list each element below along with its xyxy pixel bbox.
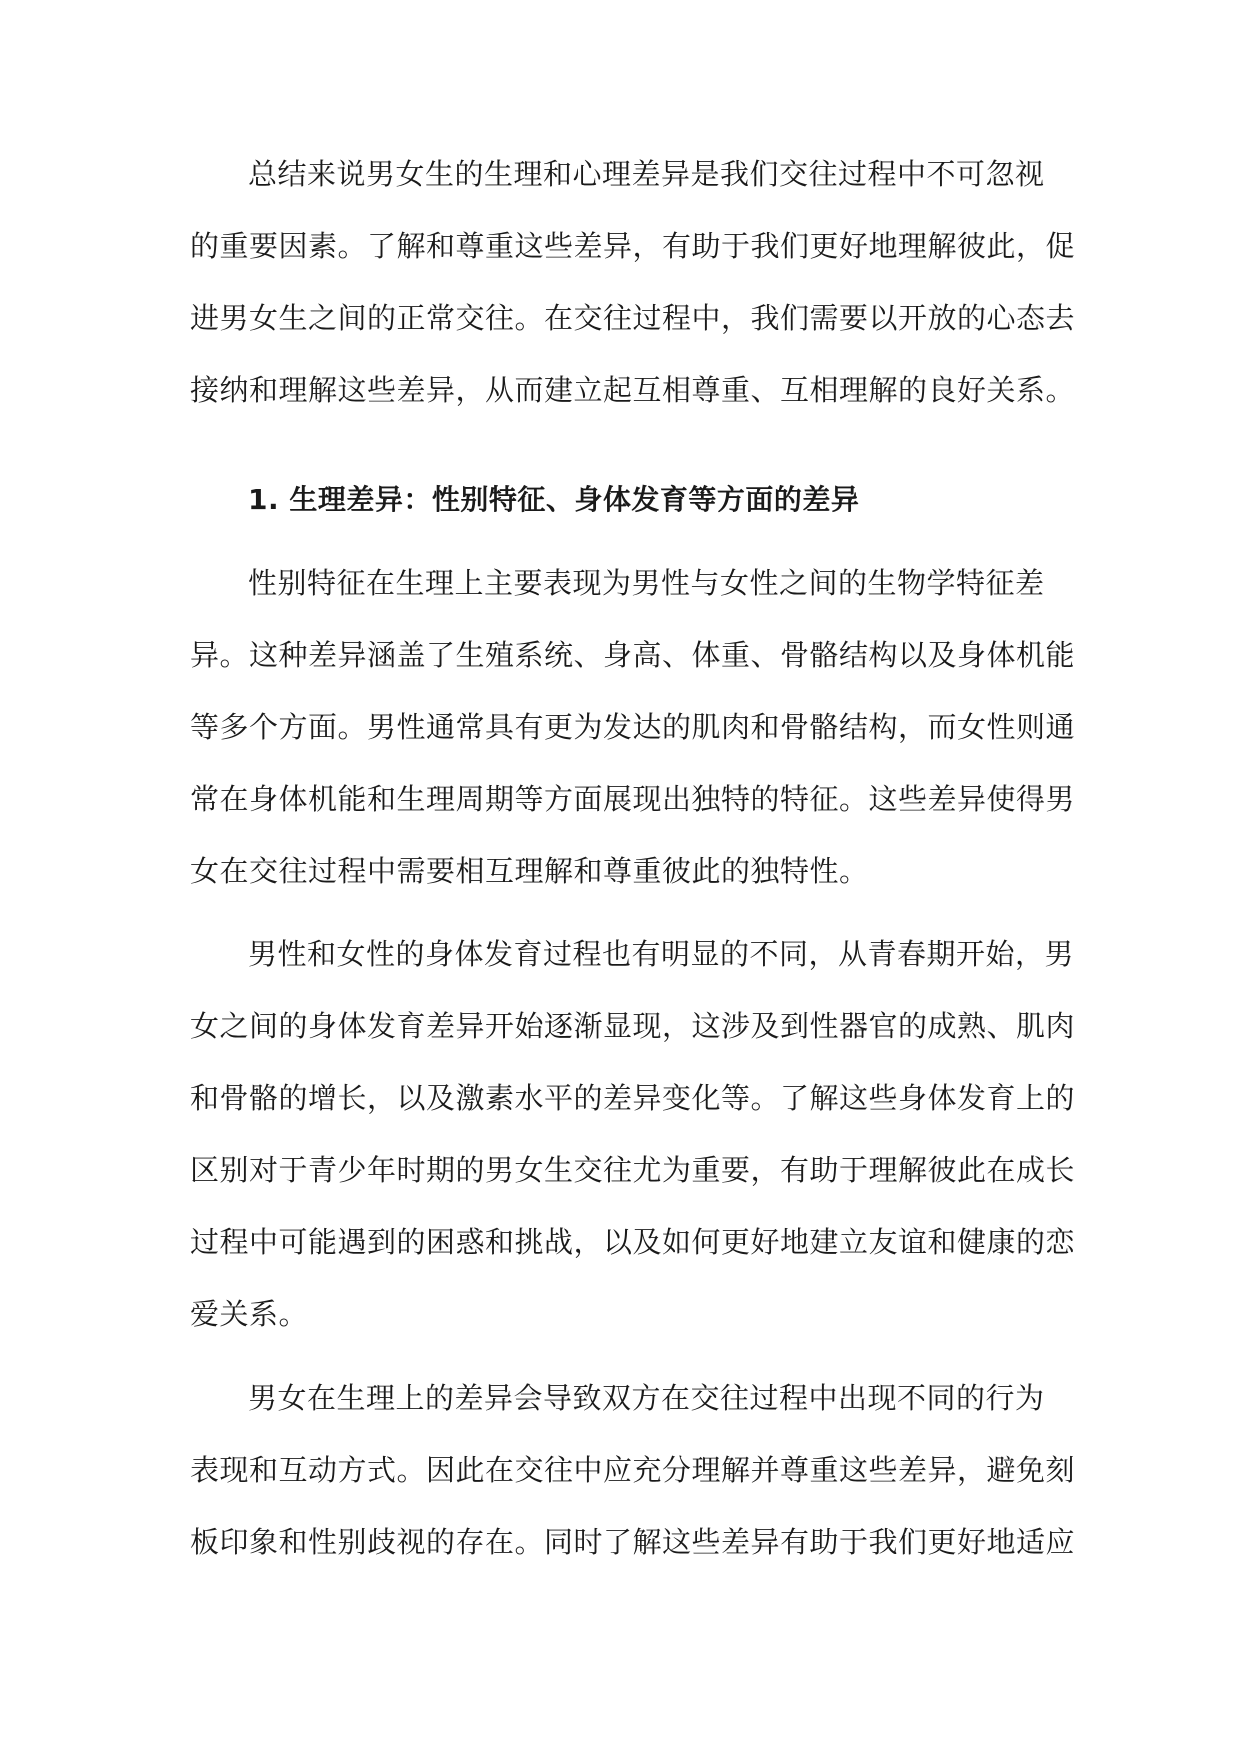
development-line-5: 过程中可能遇到的困惑和挑战，以及如何更好地建立友谊和健康的恋 (190, 1225, 1076, 1259)
development-line-2: 女之间的身体发育差异开始逐渐显现，这涉及到性器官的成熟、肌肉 (190, 1009, 1076, 1043)
traits-line-1: 性别特征在生理上主要表现为男性与女性之间的生物学特征差 (248, 566, 1045, 600)
traits-line-5: 女在交往过程中需要相互理解和尊重彼此的独特性。 (190, 854, 869, 888)
traits-line-4: 常在身体机能和生理周期等方面展现出独特的特征。这些差异使得男 (190, 782, 1076, 816)
summary-line-1: 总结来说男女生的生理和心理差异是我们交往过程中不可忽视 (248, 157, 1045, 191)
traits-line-3: 等多个方面。男性通常具有更为发达的肌肉和骨骼结构，而女性则通 (190, 710, 1076, 744)
development-line-3: 和骨骼的增长，以及激素水平的差异变化等。了解这些身体发育上的 (190, 1081, 1076, 1115)
summary-line-2: 的重要因素。了解和尊重这些差异，有助于我们更好地理解彼此，促 (190, 229, 1076, 263)
summary-line-4: 接纳和理解这些差异，从而建立起互相尊重、互相理解的良好关系。 (190, 373, 1076, 407)
development-line-1: 男性和女性的身体发育过程也有明显的不同，从青春期开始，男 (248, 937, 1075, 971)
traits-line-2: 异。这种差异涵盖了生殖系统、身高、体重、骨骼结构以及身体机能 (190, 638, 1076, 672)
behavior-line-3: 板印象和性别歧视的存在。同时了解这些差异有助于我们更好地适应 (190, 1525, 1076, 1559)
behavior-line-2: 表现和互动方式。因此在交往中应充分理解并尊重这些差异，避免刻 (190, 1453, 1076, 1487)
behavior-line-1: 男女在生理上的差异会导致双方在交往过程中出现不同的行为 (248, 1381, 1045, 1415)
summary-line-3: 进男女生之间的正常交往。在交往过程中，我们需要以开放的心态去 (190, 301, 1076, 335)
development-line-4: 区别对于青少年时期的男女生交往尤为重要，有助于理解彼此在成长 (190, 1153, 1076, 1187)
section-heading: 1. 生理差异：性别特征、身体发育等方面的差异 (248, 483, 860, 516)
development-line-6: 爱关系。 (190, 1297, 309, 1331)
